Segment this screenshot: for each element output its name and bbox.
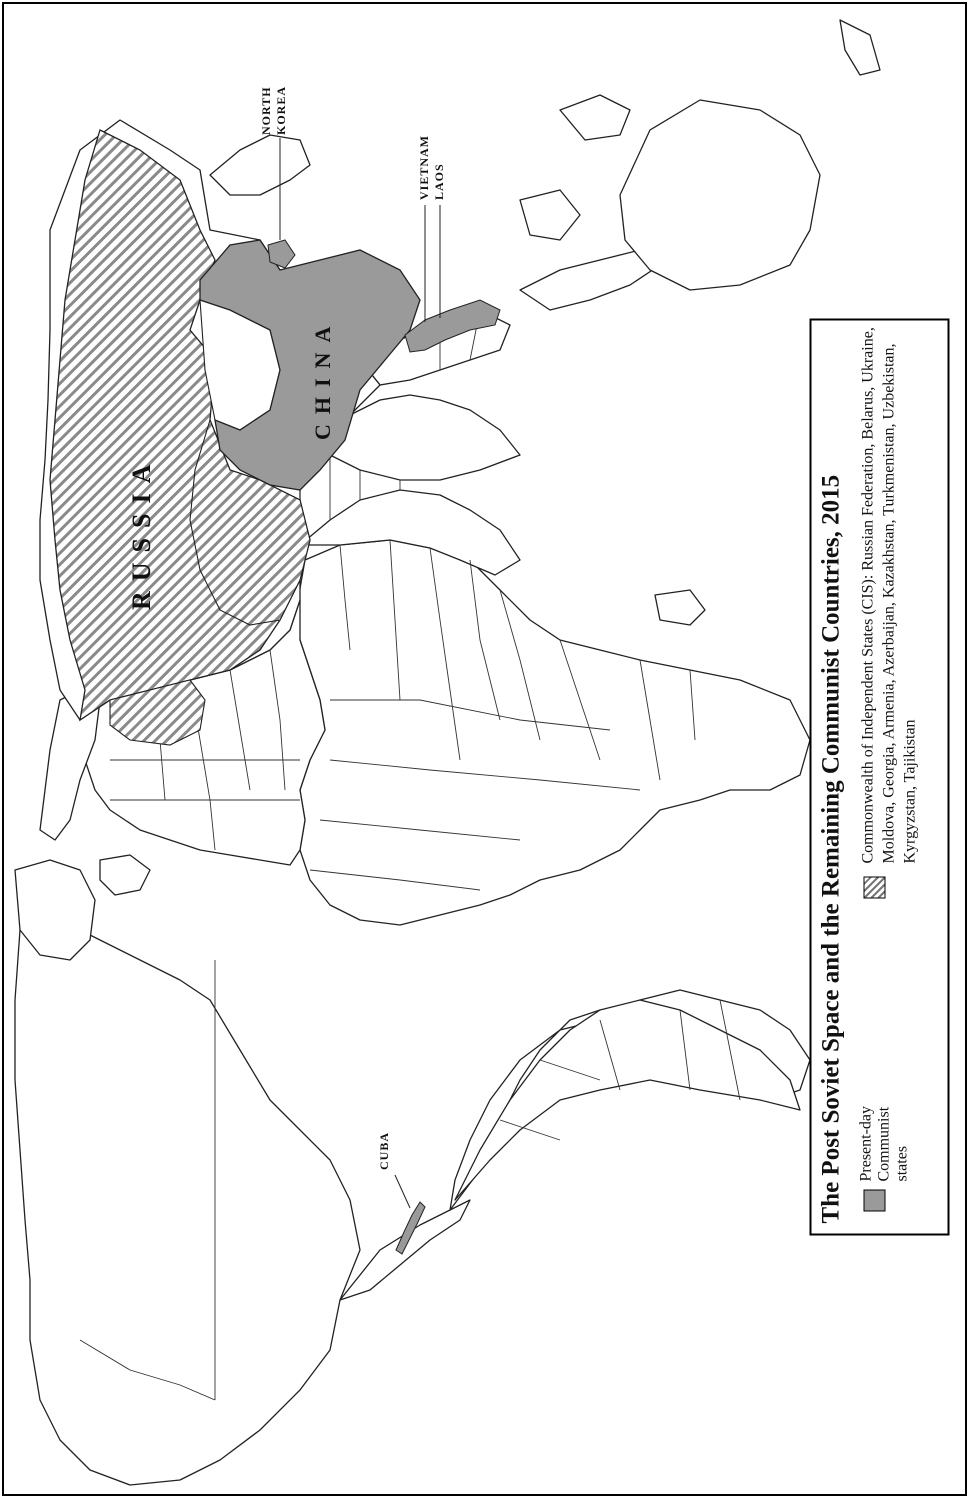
- indonesia-land: [520, 250, 660, 310]
- svg-text:VIETNAM: VIETNAM: [417, 134, 431, 200]
- north-america-land: [15, 920, 360, 1485]
- russia-label: RUSSIA: [127, 454, 156, 610]
- cis-swatch: [864, 877, 886, 899]
- vietnam-laos-label: [417, 135, 446, 322]
- new-zealand-land: [840, 20, 880, 75]
- madagascar-land: [655, 590, 705, 625]
- svg-text:CUBA: CUBA: [377, 1131, 391, 1170]
- svg-text:LAOS: LAOS: [432, 163, 446, 200]
- map-legend: [810, 319, 950, 1236]
- japan-land: [210, 135, 310, 195]
- china-label: CHINA: [310, 316, 335, 440]
- new-guinea-land: [560, 95, 630, 140]
- map-title: The Post Soviet Space and the Remaining Communist Countries, 2015: [817, 474, 845, 1224]
- cuba-label: [377, 1132, 410, 1208]
- cis-legend-label: Commonwealth of Independent States (CIS): Russian Federation, Belarus, Ukraine, Moldova, Georgia, Armenia, Azerbaijan, Kazakhstan, Turkmenistan, Uzbekistan, Kyrgyzstan, Tajikistan: [859, 327, 919, 864]
- australia-land: [620, 100, 820, 290]
- britain-land: [100, 855, 150, 895]
- communist-legend-label: Present-day Communist states: [857, 1105, 911, 1182]
- borneo-land: [520, 190, 580, 240]
- svg-text:NORTH: NORTH: [259, 86, 273, 135]
- communist-swatch: [864, 1190, 886, 1212]
- svg-text:KOREA: KOREA: [274, 85, 288, 135]
- africa-land: [298, 540, 810, 925]
